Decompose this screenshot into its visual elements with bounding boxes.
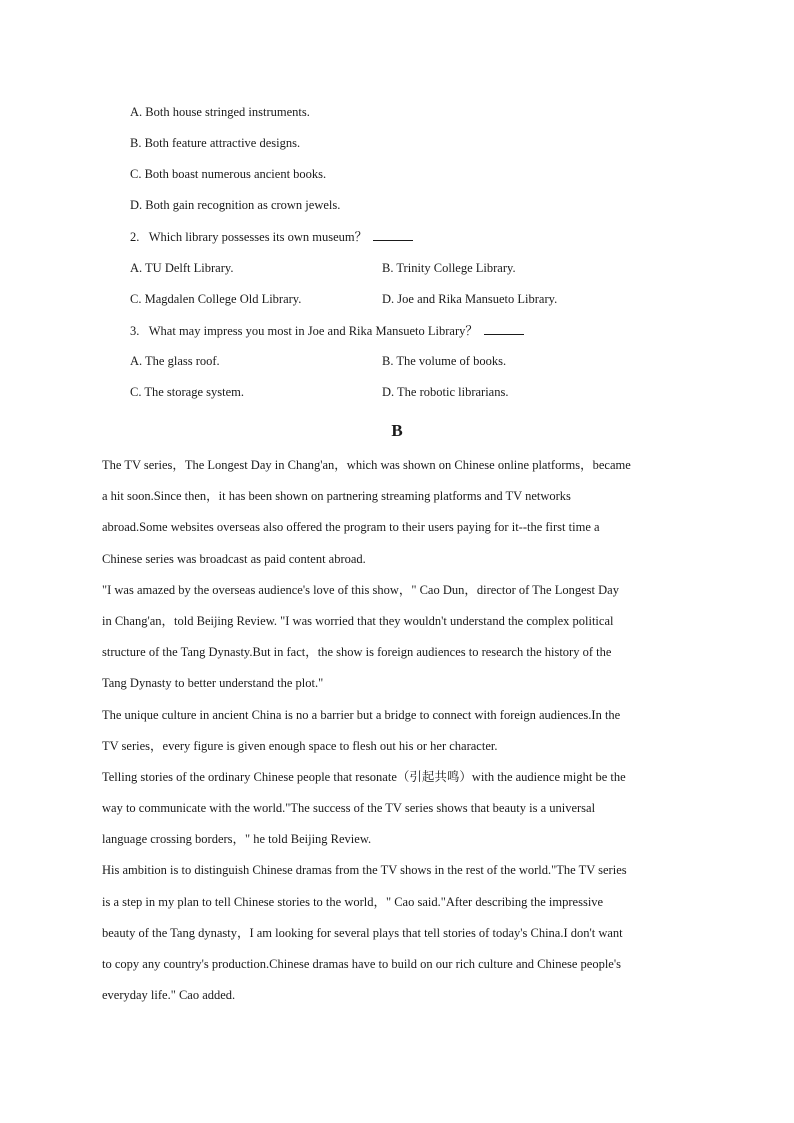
passage-line: a hit soon.Since then，it has been shown on partnering streaming platforms and TV networks (102, 489, 571, 504)
passage-line: Chinese series was broadcast as paid content abroad. (102, 551, 366, 566)
passage-line: everyday life." Cao added. (102, 988, 236, 1003)
answer-blank (373, 228, 413, 241)
question-2-number: 2. (130, 230, 140, 244)
q2-option-c: C. Magdalen College Old Library. (130, 292, 302, 306)
question-3 (130, 322, 524, 338)
passage-line: structure of the Tang Dynasty.But in fact，the show is foreign audiences to research the history of the (102, 645, 612, 660)
q3-option-a: A. The glass roof. (130, 354, 220, 368)
passage-line: beauty of the Tang dynasty，I am looking for several plays that tell stories of today's China.I don't want (102, 925, 623, 940)
question-3-number: 3. (130, 324, 140, 338)
passage-line: Telling stories of the ordinary Chinese people that resonate（引起共鸣）with the audience might be the (102, 769, 626, 784)
q1-option-d: D. Both gain recognition as crown jewels. (130, 198, 341, 212)
q1-option-c: C. Both boast numerous ancient books. (130, 167, 327, 181)
passage-line: His ambition is to distinguish Chinese dramas from the TV shows in the rest of the world."The TV series (102, 863, 627, 878)
question-2 (130, 228, 413, 244)
q1-option-a: A. Both house stringed instruments. (130, 105, 310, 119)
section-heading: B (391, 421, 403, 440)
passage-line: in Chang'an，told Beijing Review. "I was worried that they wouldn't understand the complex political (102, 613, 614, 628)
q3-option-b: B. The volume of books. (382, 354, 507, 368)
passage-line: The TV series，The Longest Day in Chang'an，which was shown on Chinese online platforms，became (102, 458, 631, 472)
passage-b (102, 455, 702, 1016)
passage-line: Tang Dynasty to better understand the plot." (102, 676, 324, 691)
passage-line: abroad.Some websites overseas also offered the program to their users paying for it--the first time a (102, 520, 600, 535)
q1-option-b: B. Both feature attractive designs. (130, 136, 301, 150)
q3-option-d: D. The robotic librarians. (382, 385, 509, 399)
passage-line: way to communicate with the world."The success of the TV series shows that beauty is a universal (102, 801, 596, 816)
q2-option-b: B. Trinity College Library. (382, 261, 516, 275)
passage-line: to copy any country's production.Chinese dramas have to build on our rich culture and Chinese people's (102, 957, 621, 971)
question-2-text: Which library possesses its own museum？ (148, 230, 368, 244)
passage-line: is a step in my plan to tell Chinese stories to the world，" Cao said."After describing the impressive (102, 894, 604, 909)
passage-line: language crossing borders，" he told Beijing Review. (102, 832, 372, 847)
passage-line: The unique culture in ancient China is no a barrier but a bridge to connect with foreign audiences.In the (102, 707, 621, 722)
question-3-text: What may impress you most in Joe and Rika Mansueto Library？ (148, 324, 478, 338)
answer-blank (484, 322, 524, 335)
passage-line: TV series，every figure is given enough space to flesh out his or her character. (102, 738, 498, 753)
q2-option-d: D. Joe and Rika Mansueto Library. (382, 292, 558, 306)
passage-line: "I was amazed by the overseas audience's love of this show，" Cao Dun，director of The Longest Day (102, 582, 619, 597)
q3-option-c: C. The storage system. (130, 385, 244, 399)
q2-option-a: A. TU Delft Library. (130, 261, 234, 275)
